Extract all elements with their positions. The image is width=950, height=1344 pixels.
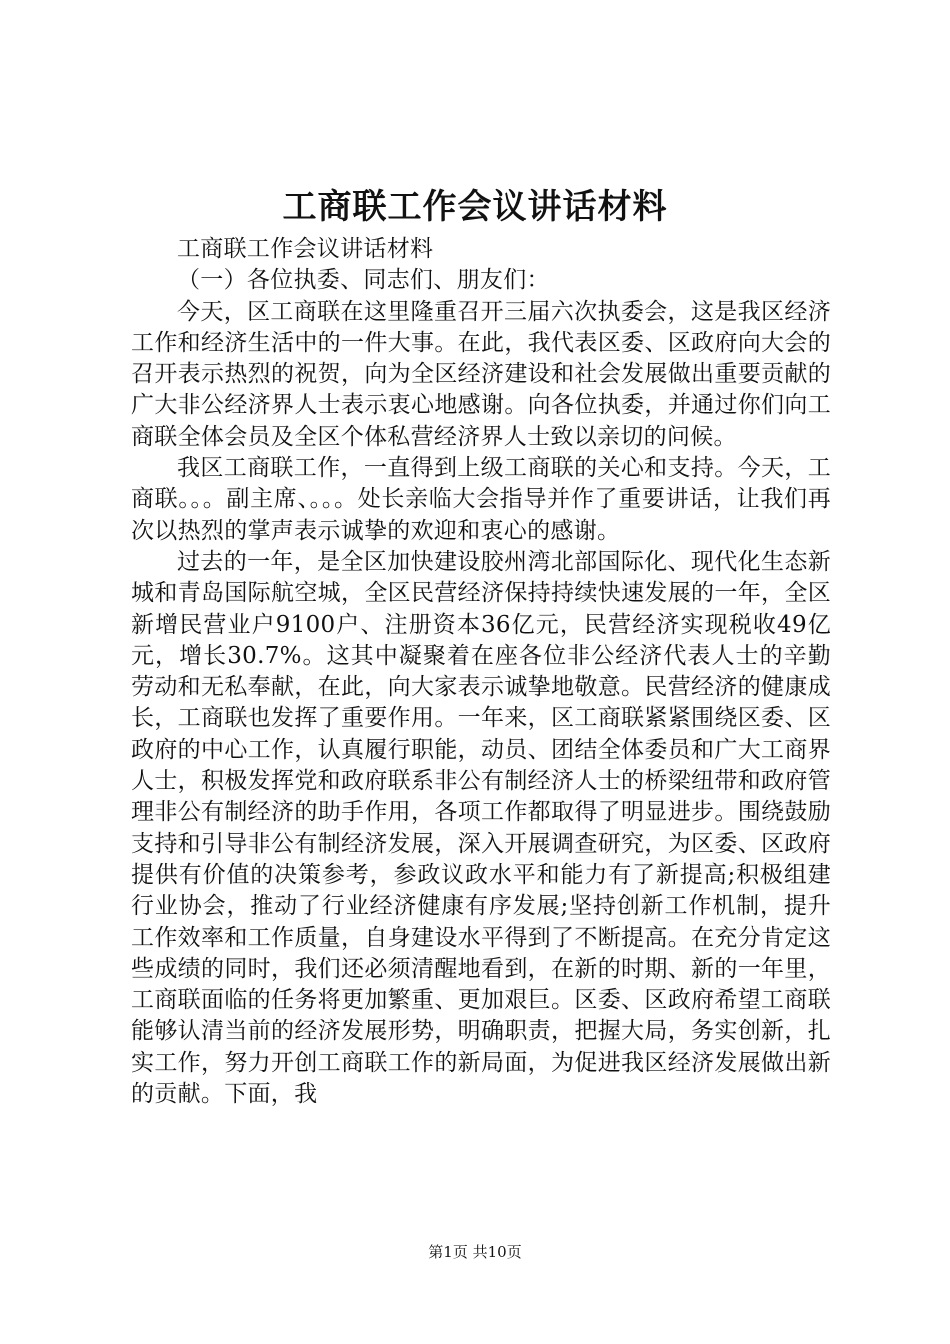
paragraph-salutation: （一）各位执委、同志们、朋友们： [177, 267, 550, 294]
document-body [131, 234, 831, 1110]
page-footer: 第1页 共10页 [428, 1243, 522, 1261]
paragraph-thanks: 我区工商联工作，一直得到上级工商联的关心和支持。今天，工商联。。。副主席、。。。处长亲临大会指导并作了重要讲话，让我们再次以热烈的掌声表示诚挚的欢迎和衷心的感谢。 [131, 455, 831, 544]
paragraph-heading: 工商联工作会议讲话材料 [177, 236, 434, 262]
paragraph-opening: 今天，区工商联在这里隆重召开三届六次执委会，这是我区经济工作和经济生活中的一件大事。在此，我代表区委、区政府向大会的召开表示热烈的祝贺，向为全区经济建设和社会发展做出重要贡献的广大非公经济界人士表示衷心地感谢。向各位执委，并通过你们向工商联全体会员及全区个体私营经济界人士致以亲切的问候。 [131, 298, 831, 450]
paragraph-review: 过去的一年，是全区加快建设胶州湾北部国际化、现代化生态新城和青岛国际航空城，全区民营经济保持持续快速发展的一年，全区新增民营业户9100户、注册资本36亿元，民营经济实现税收49亿元，增长30.7%。这其中凝聚着在座各位非公经济代表人士的辛勤劳动和无私奉献，在此，向大家表示诚挚地敬意。民营经济的健康成长，工商联也发挥了重要作用。一年来，区工商联紧紧围绕区委、区政府的中心工作，认真履行职能，动员、团结全体委员和广大工商界人士，积极发挥党和政府联系非公有制经济人士的桥梁纽带和政府管理非公有制经济的助手作用，各项工作都取得了明显进步。围绕鼓励支持和引导非公有制经济发展，深入开展调查研究，为区委、区政府提供有价值的决策参考，参政议政水平和能力有了新提高;积极组建行业协会，推动了行业经济健康有序发展;坚持创新工作机制，提升工作效率和工作质量，自身建设水平得到了不断提高。在充分肯定这些成绩的同时，我们还必须清醒地看到，在新的时期、新的一年里，工商联面临的任务将更加繁重、更加艰巨。区委、区政府希望工商联能够认清当前的经济发展形势，明确职责，把握大局，务实创新，扎实工作，努力开创工商联工作的新局面，为促进我区经济发展做出新的贡献。下面，我 [131, 548, 831, 1108]
document-title: 工商联工作会议讲话材料 [282, 187, 668, 227]
